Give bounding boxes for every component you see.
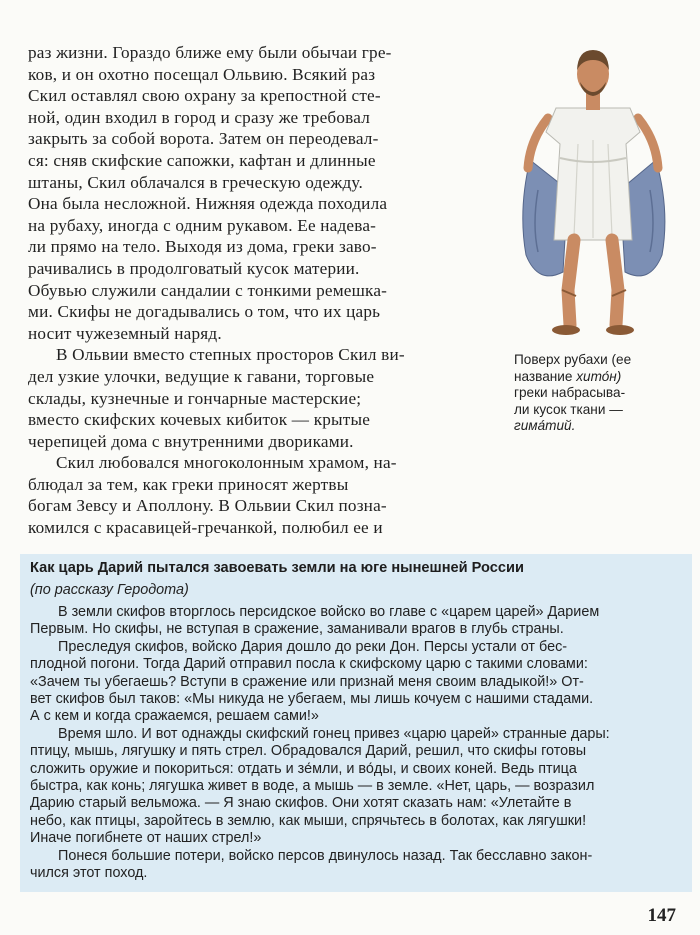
text-line: рачивались в продолговатый кусок материи. (28, 258, 360, 278)
text-line: Преследуя скифов, войско Дария дошло до реки Дон. Персы устали от бес- (58, 638, 568, 655)
text-line: Она была несложной. Нижняя одежда походила (28, 194, 388, 214)
text-line: ся: сняв скифские сапожки, кафтан и длинные (28, 150, 376, 170)
text-line: Дарию старый вельможа. — Я знаю скифов. Они хотят сказать нам: «Улетайте в (30, 795, 572, 812)
text-line: богам Зевсу и Аполлону. В Ольвии Скил позна- (28, 496, 387, 516)
paragraph (28, 42, 496, 344)
text-line: ми. Скифы не догадывались о том, что их царь (28, 302, 381, 322)
text-line: склады, кузнечные и гончарные мастерские; (28, 388, 362, 408)
caption-term: хито́н) (576, 368, 622, 384)
info-box (20, 554, 692, 892)
paragraph (28, 344, 496, 452)
info-box-subtitle: (по рассказу Геродота) (30, 582, 189, 598)
text-line: А с кем и когда сражаемся, решаем сами!» (30, 708, 319, 725)
text-line: на рубаху, иногда с одним рукавом. Ее надева- (28, 215, 377, 235)
text-line: чился этот поход. (30, 865, 148, 882)
text-line: блюдал за тем, как греки приносят жертвы (28, 474, 349, 494)
text-line: Понеся большие потери, войско персов двинулось назад. Так бесславно закон- (58, 847, 593, 864)
text-line: ли прямо на тело. Выходя из дома, греки заво- (28, 237, 377, 257)
text-line: Иначе погибнете от наших стрел!» (30, 830, 262, 847)
page-number: 147 (647, 905, 676, 926)
text-line: Скил оставлял свою охрану за крепостной сте- (28, 86, 381, 106)
text-line: Первым. Но скифы, не вступая в сражение, заманивали врагов в глубь страны. (30, 621, 564, 638)
text-line: штаны, Скил облачался в греческую одежду. (28, 172, 363, 192)
caption-line: ли кусок ткани — (514, 401, 623, 417)
info-box-body (30, 604, 690, 883)
text-line: носит чужеземный наряд. (28, 323, 222, 343)
paragraph (28, 452, 496, 538)
caption-text: название (514, 368, 577, 384)
text-line: раз жизни. Гораздо ближе ему были обычаи гре- (28, 43, 392, 62)
text-line: дел узкие улочки, ведущие к гавани, торговые (28, 366, 375, 386)
text-line: птицу, мышь, лягушку и пять стрел. Обрадовался Дарий, решил, что скифы готовы (30, 743, 587, 760)
text-line: комился с красавицей-гречанкой, полюбил ее и (28, 518, 383, 538)
caption-term: гима́тий. (514, 418, 576, 434)
text-line: вместо скифских кочевых кибиток — крытые (28, 410, 371, 430)
text-line: быстра, как конь; лягушка живет в воде, а мышь — в земле. «Нет, царь, — возразил (30, 778, 595, 795)
caption-line: греки набрасыва- (514, 385, 626, 401)
text-line: В земли скифов вторглось персидское войско во главе с «царем царей» Дарием (58, 604, 600, 620)
text-line: вет скифов был таков: «Мы никуда не убегаем, мы лишь кочуем с нашими стадами. (30, 691, 594, 708)
text-line: небо, как птицы, заройтесь в землю, как мыши, спрячьтесь в болотах, как лягушки! (30, 812, 587, 829)
greek-man-illustration (508, 40, 678, 340)
text-line: Обувью служили сандалии с тонкими ремешка- (28, 280, 388, 300)
figure-caption (514, 352, 694, 435)
text-line: плодной погони. Тогда Дарий отправил посла к скифскому царю с такими словами: (30, 656, 588, 673)
text-line: черепицей дома с внутренними двориками. (28, 431, 354, 451)
text-line: Время шло. И вот однажды скифский гонец привез «царю царей» странные дары: (58, 725, 610, 742)
text-line: ков, и он охотно посещал Ольвию. Всякий раз (28, 64, 376, 84)
text-line: сложить оружие и покориться: отдать и зе́мли, и во́ды, и своих коней. Ведь птица (30, 760, 577, 777)
text-line: закрыть за собой ворота. Затем он переодевал- (28, 129, 379, 149)
caption-line (514, 369, 694, 386)
text-line: ной, один входил в город и сразу же требовал (28, 107, 371, 127)
text-line: Скил любовался многоколонным храмом, на- (56, 453, 397, 473)
caption-line: Поверх рубахи (ее (514, 352, 632, 367)
main-text (28, 42, 496, 539)
text-line: «Зачем ты убегаешь? Вступи в сражение или признай меня своим владыкой!» От- (30, 673, 584, 690)
text-line: В Ольвии вместо степных просторов Скил ви- (56, 345, 405, 365)
info-box-title: Как царь Дарий пытался завоевать земли на юге нынешней России (30, 560, 524, 576)
